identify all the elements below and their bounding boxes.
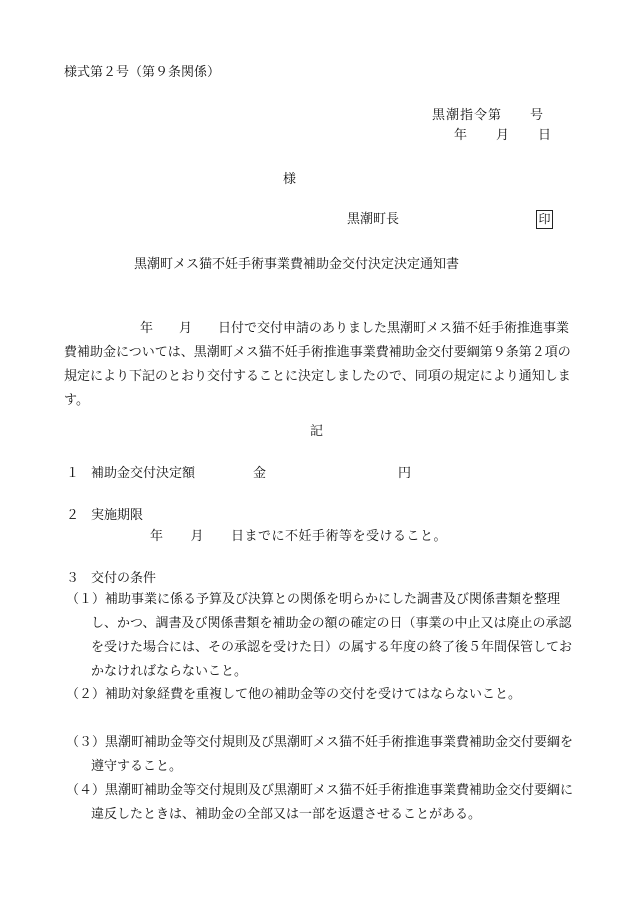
item1-label: 補助金交付決定額 <box>91 466 196 481</box>
issue-date: 年 月 日 <box>454 128 553 143</box>
item2-number: ２ <box>66 508 80 523</box>
item2-detail: 年 月 日までに不妊手術等を受けること。 <box>150 529 448 544</box>
item3-number: ３ <box>66 571 80 586</box>
condition-4-text: 黒潮町補助金等交付規則及び黒潮町メス猫不妊手術推進事業費補助金交付要綱に違反したときは、補助金の全部又は一部を返還させることがある。 <box>91 783 574 822</box>
condition-1-text: 補助事業に係る予算及び決算との関係を明らかにした調書及び関係書類を整理し、かつ、調書及び関係書類を補助金の額の確定の日（事業の中止又は廃止の承認を受けた場合には、その承認を受けた日）の属する年度の終了後５年間保管しておかなければならないこと。 <box>91 592 573 679</box>
condition-3-text: 黒潮町補助金等交付規則及び黒潮町メス猫不妊手術推進事業費補助金交付要綱を遵守すること。 <box>91 735 574 774</box>
body-paragraph-text: 年 月 日付で交付申請のありました黒潮町メス猫不妊手術推進事業費補助金については、黒潮町メス猫不妊手術推進事業費補助金交付要綱第９条第２項の規定により下記のとおり交付することに決定しましたので、同項の規定により通知します。 <box>64 321 571 408</box>
condition-2-number: （２） <box>66 687 106 702</box>
addressee-suffix: 様 <box>283 172 297 187</box>
condition-1 <box>91 588 577 684</box>
condition-4-number: （４） <box>66 783 106 798</box>
item2-label: 実施期限 <box>91 508 144 523</box>
item3-label: 交付の条件 <box>91 571 157 586</box>
form-label: 様式第２号（第９条関係） <box>64 65 221 80</box>
condition-3-number: （３） <box>66 735 106 750</box>
issuer-name: 黒潮町長 <box>347 212 400 227</box>
seal-mark: 印 <box>536 210 553 229</box>
item1-number: １ <box>66 466 80 481</box>
condition-2 <box>91 683 577 707</box>
condition-1-number: （１） <box>66 592 106 607</box>
item1-yen: 円 <box>398 466 412 481</box>
condition-4 <box>91 779 577 827</box>
body-paragraph <box>64 317 574 413</box>
condition-3 <box>91 731 577 779</box>
document-number: 黒潮指令第 号 <box>432 108 545 123</box>
item1-kin: 金 <box>253 466 267 481</box>
condition-2-text: 補助対象経費を重複して他の補助金等の交付を受けてはならないこと。 <box>105 687 522 702</box>
ki-heading: 記 <box>310 424 324 439</box>
document-title: 黒潮町メス猫不妊手術事業費補助金交付決定決定通知書 <box>134 257 460 272</box>
